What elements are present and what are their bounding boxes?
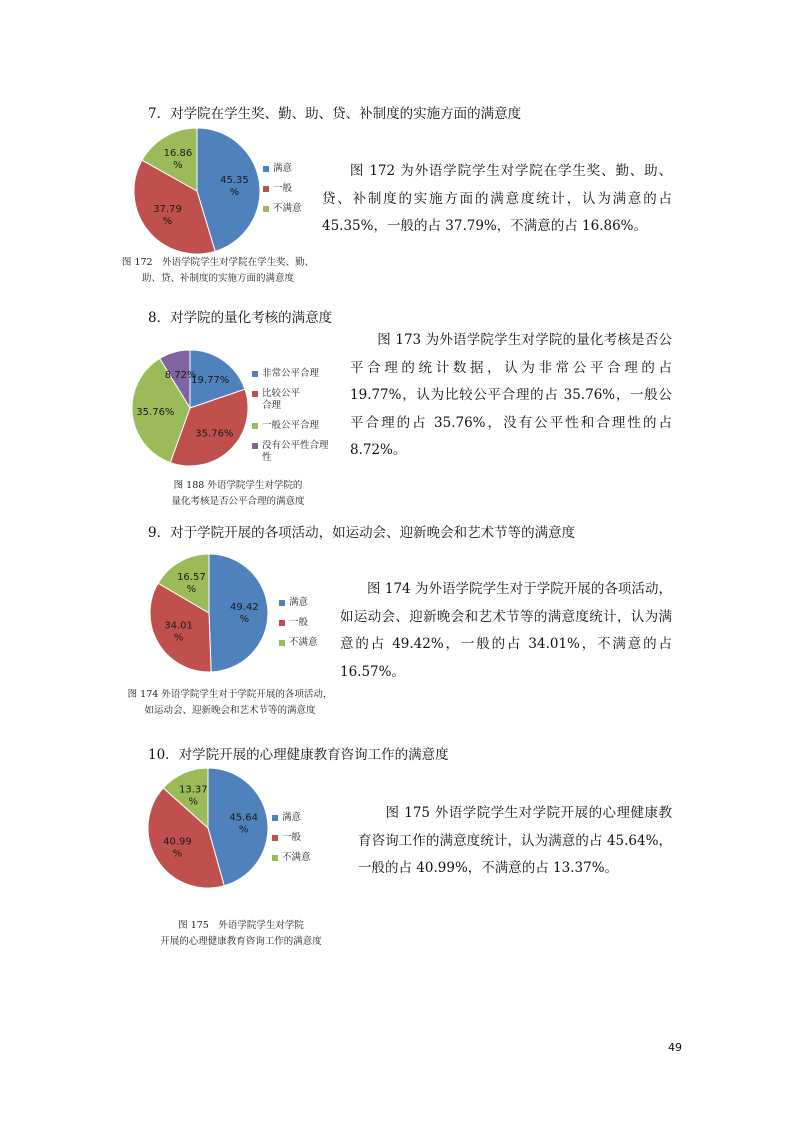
section-9-paragraph: [340, 576, 672, 686]
page-number: 49: [668, 1041, 682, 1054]
pie-data-label-4: 8.72%: [164, 370, 197, 381]
pie-data-label-1: 45.35 %: [220, 175, 249, 198]
section-8-paragraph: [350, 327, 672, 465]
legend-175: [272, 812, 311, 872]
legend-swatch: [252, 423, 258, 429]
legend-swatch: [272, 855, 278, 861]
legend-swatch: [272, 815, 278, 821]
caption-175: [132, 918, 350, 950]
pie-data-label-2: 37.79 %: [153, 204, 182, 228]
legend-item: [252, 368, 329, 380]
legend-item: [263, 203, 302, 215]
legend-item: [252, 440, 329, 464]
section-7-paragraph-text: 图 172 为外语学院学生对学院在学生奖、勤、助、贷、补制度的实施方面的满意度统计，认为满意的占 45.35%，一般的占 37.79%，不满意的占 16.86%。: [322, 163, 672, 234]
legend-label: 合理: [262, 400, 282, 411]
legend-label: 不满意: [273, 203, 302, 214]
section-8-heading: 8．对学院的量化考核的满意度: [148, 310, 333, 326]
legend-swatch: [279, 640, 285, 646]
section-10-paragraph-text: 图 175 外语学院学生对学院开展的心理健康教育咨询工作的满意度统计，认为满意的占 45.64%，一般的占 40.99%，不满意的占 13.37%。: [358, 805, 672, 876]
caption-188: [142, 478, 334, 510]
caption-174: [120, 687, 340, 719]
legend-label: 满意: [289, 597, 309, 608]
legend-label: 满意: [282, 812, 302, 823]
caption-172-line-2: 助、贷、补制度的实施方面的满意度: [141, 273, 294, 284]
section-8-paragraph-text: 图 173 为外语学院学生对学院的量化考核是否公平合理的统计数据，认为非常公平合理的占 19.77%，认为比较公平合理的占 35.76%，一般公平合理的占 35.76%，没有公平性和合理性的占 8.72%。: [350, 332, 672, 458]
legend-item: [263, 163, 302, 175]
section-9-paragraph-text: 图 174 为外语学院学生对于学院开展的各项活动，如运动会、迎新晚会和艺术节等的满意度统计，认为满意的占 49.42%，一般的占 34.01%，不满意的占 16.57%。: [340, 581, 672, 680]
caption-174-line-1: 图 174 外语学院学生对于学院开展的各项活动，: [127, 689, 333, 700]
legend-swatch: [279, 600, 285, 606]
caption-175-line-2: 开展的心理健康教育咨询工作的满意度: [160, 936, 322, 947]
legend-swatch: [252, 371, 258, 377]
legend-item: [272, 832, 311, 844]
pie-slice-1: [209, 554, 268, 672]
legend-swatch: [263, 186, 269, 192]
section-10-heading: 10．对学院开展的心理健康教育咨询工作的满意度: [148, 747, 449, 763]
pie-chart-175: [146, 766, 270, 890]
legend-item: [252, 388, 329, 412]
legend-swatch: [263, 206, 269, 212]
pie-data-label-1: 45.64 %: [229, 812, 258, 836]
caption-172: [112, 255, 324, 287]
legend-label: 比较公平: [262, 388, 301, 399]
section-7-paragraph: [322, 158, 672, 241]
legend-label: 不满意: [282, 852, 311, 863]
section-9-heading: 9．对于学院开展的各项活动，如运动会、迎新晚会和艺术节等的满意度: [148, 525, 576, 541]
caption-175-line-1: 图 175 外语学院学生对学院: [178, 920, 304, 931]
pie-data-label-2: 40.99 %: [163, 836, 192, 860]
pie-data-label-3: 35.76%: [136, 406, 175, 418]
pie-data-label-3: 16.57 %: [177, 571, 206, 595]
caption-188-line-2: 量化考核是否公平合理的满意度: [171, 496, 305, 507]
legend-label: 不满意: [289, 637, 318, 648]
legend-label: 性: [262, 452, 272, 463]
pie-chart-173: [130, 348, 250, 468]
legend-item: [272, 812, 311, 824]
legend-swatch: [252, 391, 258, 397]
legend-label: 一般: [289, 617, 309, 628]
pie-chart-172: [132, 126, 262, 256]
legend-174: [279, 597, 318, 657]
legend-swatch: [279, 620, 285, 626]
pie-data-label-2: 34.01 %: [164, 620, 193, 644]
pie-data-label-2: 35.76%: [195, 428, 234, 440]
pie-data-label-3: 13.37 %: [178, 784, 208, 808]
legend-label: 满意: [273, 163, 293, 174]
legend-label: 一般: [282, 832, 302, 843]
pie-chart-174: [148, 552, 270, 674]
legend-label: 非常公平合理: [262, 368, 320, 379]
legend-173: [252, 368, 329, 472]
legend-swatch: [263, 166, 269, 172]
legend-swatch: [252, 443, 258, 449]
legend-item: [263, 183, 302, 195]
legend-label: 没有公平性合理: [262, 440, 329, 451]
caption-188-line-1: 图 188 外语学院学生对学院的: [173, 480, 303, 491]
legend-item: [272, 852, 311, 864]
caption-174-line-2: 如运动会、迎新晚会和艺术节等的满意度: [144, 705, 316, 716]
legend-172: [263, 163, 302, 223]
section-7-heading: 7．对学院在学生奖、勤、助、贷、补制度的实施方面的满意度: [148, 106, 522, 122]
caption-172-line-1: 图 172 外语学院学生对学院在学生奖、勤、: [121, 257, 315, 268]
legend-label: 一般公平合理: [262, 420, 320, 431]
pie-data-label-3: 16.86 %: [163, 147, 193, 171]
legend-swatch: [272, 835, 278, 841]
legend-item: [279, 617, 318, 629]
section-10-paragraph: [358, 800, 672, 883]
pie-data-label-1: 19.77%: [191, 375, 230, 387]
legend-item: [252, 420, 329, 432]
legend-label: 一般: [273, 183, 293, 194]
legend-item: [279, 597, 318, 609]
legend-item: [279, 637, 318, 649]
pie-data-label-1: 49.42 %: [230, 601, 259, 625]
